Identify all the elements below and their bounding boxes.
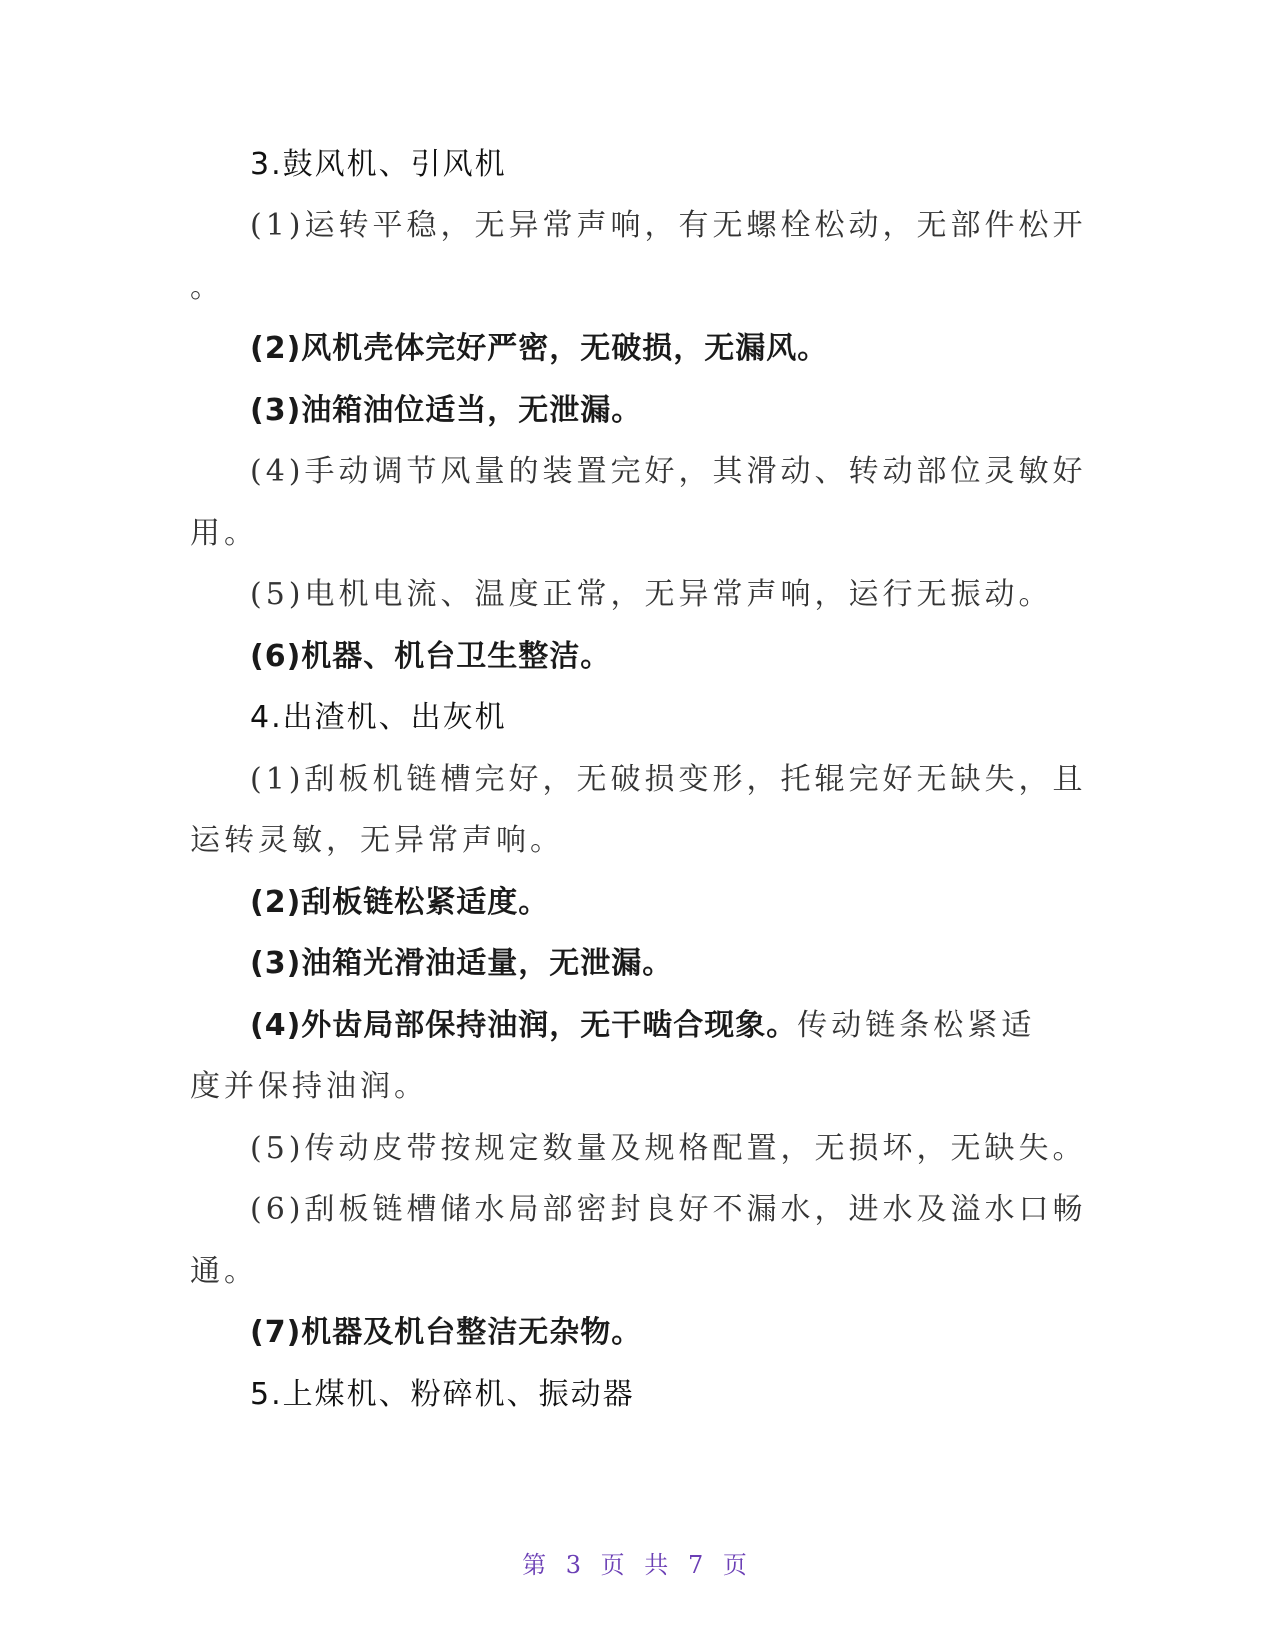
paragraph-line: (1)刮板机链槽完好，无破损变形，托辊完好无缺失，且 [250, 762, 1087, 797]
paragraph-line: (5)传动皮带按规定数量及规格配置，无损坏，无缺失。 [250, 1131, 1087, 1166]
section-heading-3: 3.鼓风机、引风机 [250, 147, 507, 182]
normal-segment: 传动链条松紧适 [797, 1008, 1036, 1043]
page-number-footer: 第 3 页 共 7 页 [522, 1551, 753, 1579]
paragraph-line-mixed [250, 1006, 1130, 1046]
paragraph-line: (7)机器及机台整洁无杂物。 [250, 1315, 643, 1350]
section-heading-4: 4.出渣机、出灰机 [250, 700, 507, 735]
paragraph-line: 度并保持油润。 [190, 1069, 428, 1104]
paragraph-line: (2)风机壳体完好严密，无破损，无漏风。 [250, 331, 829, 366]
paragraph-line: 。 [190, 270, 224, 305]
paragraph-line: (3)油箱油位适当，无泄漏。 [250, 393, 643, 428]
paragraph-line: (6)机器、机台卫生整洁。 [250, 639, 612, 674]
paragraph-line: (3)油箱光滑油适量，无泄漏。 [250, 946, 674, 981]
section-heading-5: 5.上煤机、粉碎机、振动器 [250, 1377, 635, 1412]
paragraph-line: (5)电机电流、温度正常，无异常声响，运行无振动。 [250, 577, 1053, 612]
paragraph-line: 用。 [190, 516, 258, 551]
paragraph-line: (4)手动调节风量的装置完好，其滑动、转动部位灵敏好 [250, 454, 1087, 489]
bold-segment: (4)外齿局部保持油润，无干啮合现象。 [250, 1008, 798, 1043]
paragraph-line: (1)运转平稳，无异常声响，有无螺栓松动，无部件松开 [250, 208, 1087, 243]
paragraph-line: (6)刮板链槽储水局部密封良好不漏水，进水及溢水口畅 [250, 1192, 1087, 1227]
paragraph-line: 通。 [190, 1254, 258, 1289]
paragraph-line: (2)刮板链松紧适度。 [250, 885, 550, 920]
paragraph-line: 运转灵敏，无异常声响。 [190, 823, 564, 858]
